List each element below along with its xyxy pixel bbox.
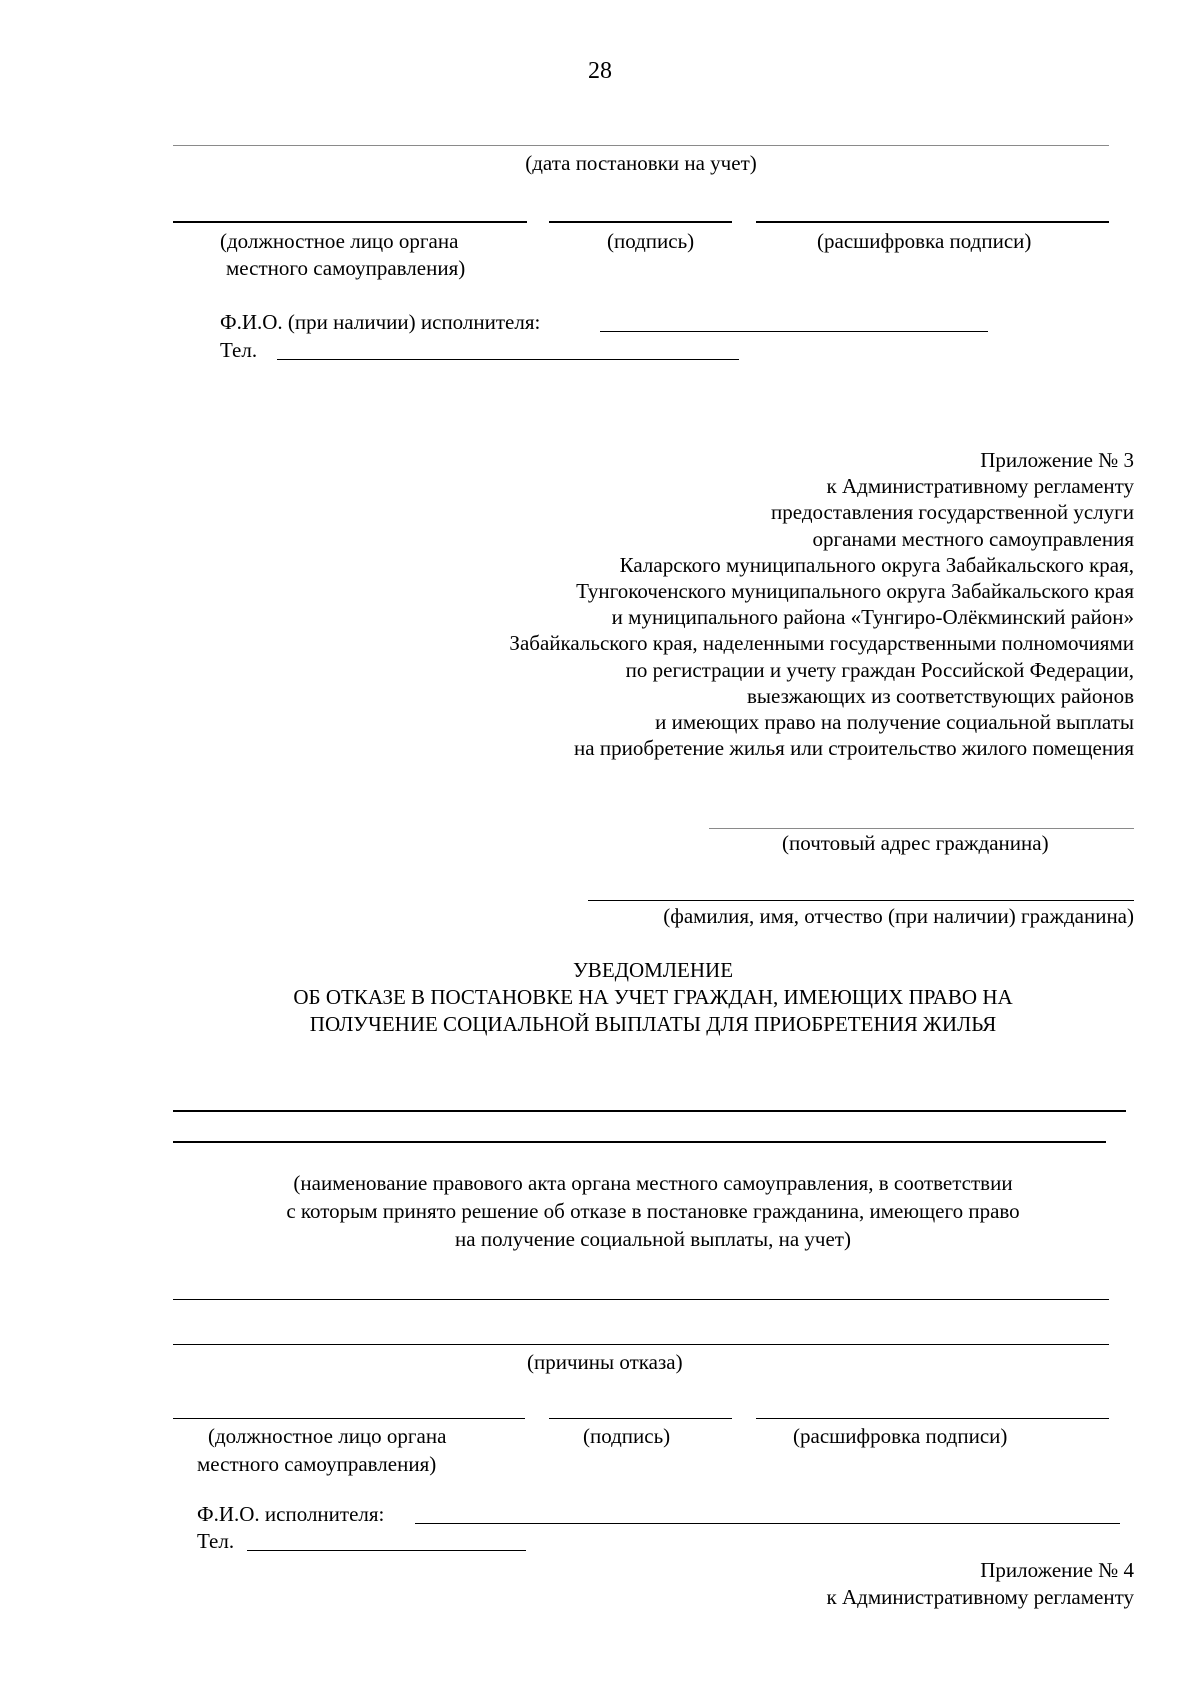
reasons-line1 xyxy=(173,1299,1109,1300)
appendix3-line: органами местного самоуправления xyxy=(812,526,1134,551)
appendix3-line: Приложение № 3 xyxy=(980,448,1134,472)
decoding-line xyxy=(756,221,1109,223)
official-caption-line1: (должностное лицо органа xyxy=(220,229,459,253)
executor-label: Ф.И.О. (при наличии) исполнителя: xyxy=(220,310,541,334)
notice-subtitle-line2: ПОЛУЧЕНИЕ СОЦИАЛЬНОЙ ВЫПЛАТЫ ДЛЯ ПРИОБРЕТЕНИЯ ЖИЛЬЯ xyxy=(309,1012,997,1036)
reasons-caption: (причины отказа) xyxy=(527,1350,683,1374)
phone-line-2 xyxy=(247,1550,526,1551)
date-line xyxy=(173,145,1109,146)
appendix3-line: к Административному регламенту xyxy=(826,474,1134,499)
official-caption-2-line2: местного самоуправления) xyxy=(197,1452,437,1476)
appendix3-line: предоставления государственной услуги xyxy=(771,500,1134,525)
executor-line xyxy=(600,331,988,332)
name-line xyxy=(588,900,1134,901)
notice-subtitle-line1: ОБ ОТКАЗЕ В ПОСТАНОВКЕ НА УЧЕТ ГРАЖДАН, ИМЕЮЩИХ ПРАВО НА xyxy=(293,985,1013,1009)
phone-line xyxy=(277,359,739,360)
appendix3-line: и имеющих право на получение социальной выплаты xyxy=(655,710,1134,735)
phone-label: Тел. xyxy=(220,338,258,362)
appendix4-line1: Приложение № 4 xyxy=(980,1558,1134,1582)
signature-line xyxy=(549,221,732,223)
legal-act-caption-line3: на получение социальной выплаты, на учет) xyxy=(455,1227,851,1251)
legal-act-line2 xyxy=(173,1141,1106,1143)
legal-act-caption-line1: (наименование правового акта органа местного самоуправления, в соответствии xyxy=(293,1171,1013,1195)
page-number: 28 xyxy=(588,58,612,84)
appendix3-line: по регистрации и учету граждан Российской Федерации, xyxy=(625,657,1134,682)
appendix3-block xyxy=(300,447,1134,761)
appendix3-line: на приобретение жилья или строительство жилого помещения xyxy=(574,736,1134,761)
address-caption: (почтовый адрес гражданина) xyxy=(782,831,1049,855)
notice-title: УВЕДОМЛЕНИЕ xyxy=(572,958,734,982)
address-line xyxy=(709,828,1134,829)
legal-act-caption-line2: с которым принято решение об отказе в постановке гражданина, имеющего право xyxy=(286,1199,1020,1223)
phone-label-2: Тел. xyxy=(197,1529,235,1553)
official-caption-line2: местного самоуправления) xyxy=(226,256,466,280)
decoding-caption-2: (расшифровка подписи) xyxy=(793,1424,1008,1448)
appendix3-line: Тунгокоченского муниципального округа Забайкальского края xyxy=(576,579,1134,604)
appendix3-line: Каларского муниципального округа Забайкальского края, xyxy=(619,552,1134,577)
signature-caption: (подпись) xyxy=(607,229,695,253)
official-line-2 xyxy=(173,1418,525,1419)
legal-act-line1 xyxy=(173,1110,1126,1112)
appendix4-line2: к Административному регламенту xyxy=(826,1585,1134,1609)
name-caption: (фамилия, имя, отчество (при наличии) гражданина) xyxy=(663,904,1134,928)
reasons-line2 xyxy=(173,1344,1109,1345)
date-caption: (дата постановки на учет) xyxy=(525,151,757,175)
signature-caption-2: (подпись) xyxy=(583,1424,671,1448)
appendix3-line: Забайкальского края, наделенными государственными полномочиями xyxy=(509,631,1134,656)
official-caption-2-line1: (должностное лицо органа xyxy=(208,1424,447,1448)
appendix3-line: выезжающих из соответствующих районов xyxy=(746,683,1134,708)
signature-line-2 xyxy=(549,1418,732,1419)
executor-line-2 xyxy=(415,1523,1120,1524)
decoding-line-2 xyxy=(756,1418,1109,1419)
decoding-caption: (расшифровка подписи) xyxy=(817,229,1032,253)
appendix3-line: и муниципального района «Тунгиро-Олёкминский район» xyxy=(611,605,1134,630)
official-line xyxy=(173,221,527,223)
executor-label-2: Ф.И.О. исполнителя: xyxy=(197,1502,385,1526)
